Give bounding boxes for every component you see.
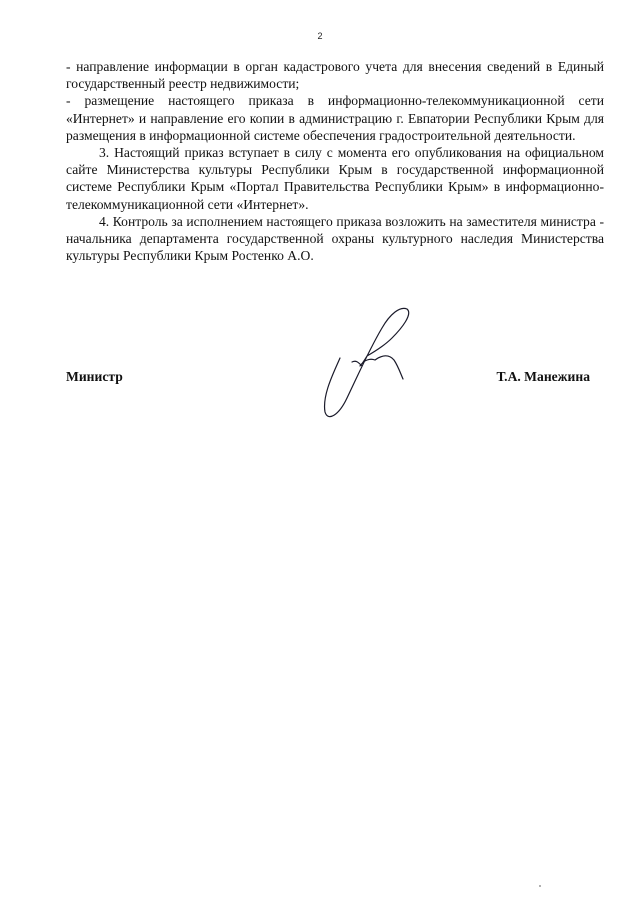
paragraph-entry-into-force: 3. Настоящий приказ вступает в силу с момента его опубликования на официальном сайте Министерства культуры Республики Крым в государственной информационной системе Республики Крым «Портал Правительства Республики Крым» в информационно-телекоммуникационной сети «Интернет». (66, 145, 604, 212)
scan-speck (539, 885, 541, 887)
handwritten-signature (312, 300, 422, 425)
page-number: 2 (317, 31, 323, 41)
signature-block (66, 369, 604, 389)
signer-name: Т.А. Манежина (496, 369, 590, 384)
paragraph-cadastral-info: - направление информации в орган кадастрового учета для внесения сведений в Единый государственный реестр недвижимости; (66, 59, 604, 92)
paragraph-control: 4. Контроль за исполнением настоящего приказа возложить на заместителя министра - начальника департамента государственной охраны культурного наследия Министерства культуры Республики Крым Ростенко А.О. (66, 213, 604, 264)
signer-title: Министр (66, 369, 123, 384)
document-body (66, 58, 604, 264)
paragraph-publication-internet: - размещение настоящего приказа в информационно-телекоммуникационной сети «Интернет» и направление его копии в администрацию г. Евпатории Республики Крым для размещения в информационной системе обеспечения градостроительной деятельности. (66, 93, 604, 143)
